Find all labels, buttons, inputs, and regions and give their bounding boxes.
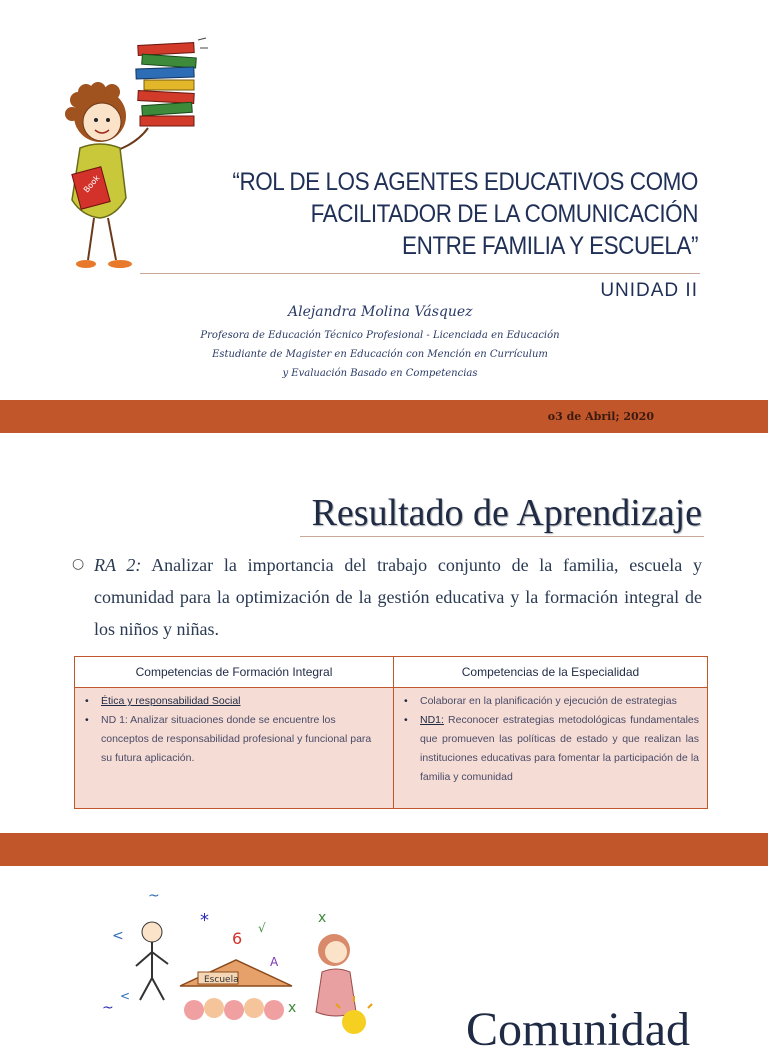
title-line-1: “ROL DE LOS AGENTES EDUCATIVOS COMO <box>232 168 698 196</box>
title-divider <box>140 273 700 274</box>
svg-text:x: x <box>318 910 327 926</box>
title-line-3: ENTRE FAMILIA Y ESCUELA” <box>402 232 698 260</box>
column-header-integral: Competencias de Formación Integral <box>75 657 394 688</box>
book-label: Book <box>81 173 102 195</box>
svg-text:6: 6 <box>232 929 243 948</box>
community-slide-partial <box>0 866 768 1056</box>
author-role-line-2: Estudiante de Magister en Educación con Mención en Currículum <box>212 349 548 360</box>
svg-text:*: * <box>200 910 209 931</box>
author-role-line-1: Profesora de Educación Técnico Profesional - Licenciada en Educación <box>200 330 560 341</box>
author-name: Alejandra Molina Vásquez <box>288 304 473 320</box>
ra-label: RA 2: <box>94 555 142 575</box>
nd1-text: Reconocer estrategias metodológicas fundamentales que promueven las políticas de estado y que realizan las instituciones educativas para fomentar la participación de la familia y comunidad <box>420 714 700 783</box>
svg-text:<: < <box>112 928 124 944</box>
list-item: • Ética y responsabilidad Social <box>101 692 385 711</box>
title-line-2: FACILITADOR DE LA COMUNICACIÓN <box>310 200 698 228</box>
author-role-line-3: y Evaluación Basado en Competencias <box>282 368 478 379</box>
school-sign-label: Escuela <box>204 975 239 985</box>
ra-description: Analizar la importancia del trabajo conjunto de la familia, escuela y comunidad para la optimización de la gestión educativa y la formación integral de los niños y niñas. <box>94 555 702 639</box>
specialty-competencies-cell <box>394 688 708 809</box>
nd1-label: ND1: <box>420 714 444 726</box>
footer-band <box>0 400 768 433</box>
presentation-title <box>194 166 698 262</box>
svg-text:A: A <box>270 955 279 969</box>
list-item: • Colaborar en la planificación y ejecución de estrategias <box>420 692 699 711</box>
svg-text:~: ~ <box>102 1000 114 1016</box>
school-children-illustration <box>92 882 392 1028</box>
integral-competencies-cell <box>75 688 394 809</box>
learning-outcome-slide <box>0 433 768 833</box>
competencies-table <box>74 656 708 809</box>
list-item: • ND 1: Analizar situaciones donde se encuentre los conceptos de responsabilidad profesional y funcional para su futura aplicación. <box>101 711 385 768</box>
presentation-date: o3 de Abril; 2020 <box>547 410 654 423</box>
heading-divider <box>300 536 704 537</box>
learning-outcome-text <box>94 549 702 645</box>
svg-text:~: ~ <box>148 888 160 904</box>
footer-band-2 <box>0 833 768 866</box>
partial-slide-heading: Comunidad <box>466 1003 690 1056</box>
svg-text:x: x <box>288 1000 297 1016</box>
list-item <box>420 711 699 787</box>
slide-heading: Resultado de Aprendizaje <box>311 492 702 534</box>
column-header-specialty: Competencias de la Especialidad <box>394 657 708 688</box>
circle-bullet-icon: ○ <box>72 556 85 572</box>
unit-label: UNIDAD II <box>600 280 698 301</box>
svg-text:<: < <box>120 989 131 1003</box>
svg-text:√: √ <box>258 921 266 935</box>
title-slide <box>0 0 768 400</box>
